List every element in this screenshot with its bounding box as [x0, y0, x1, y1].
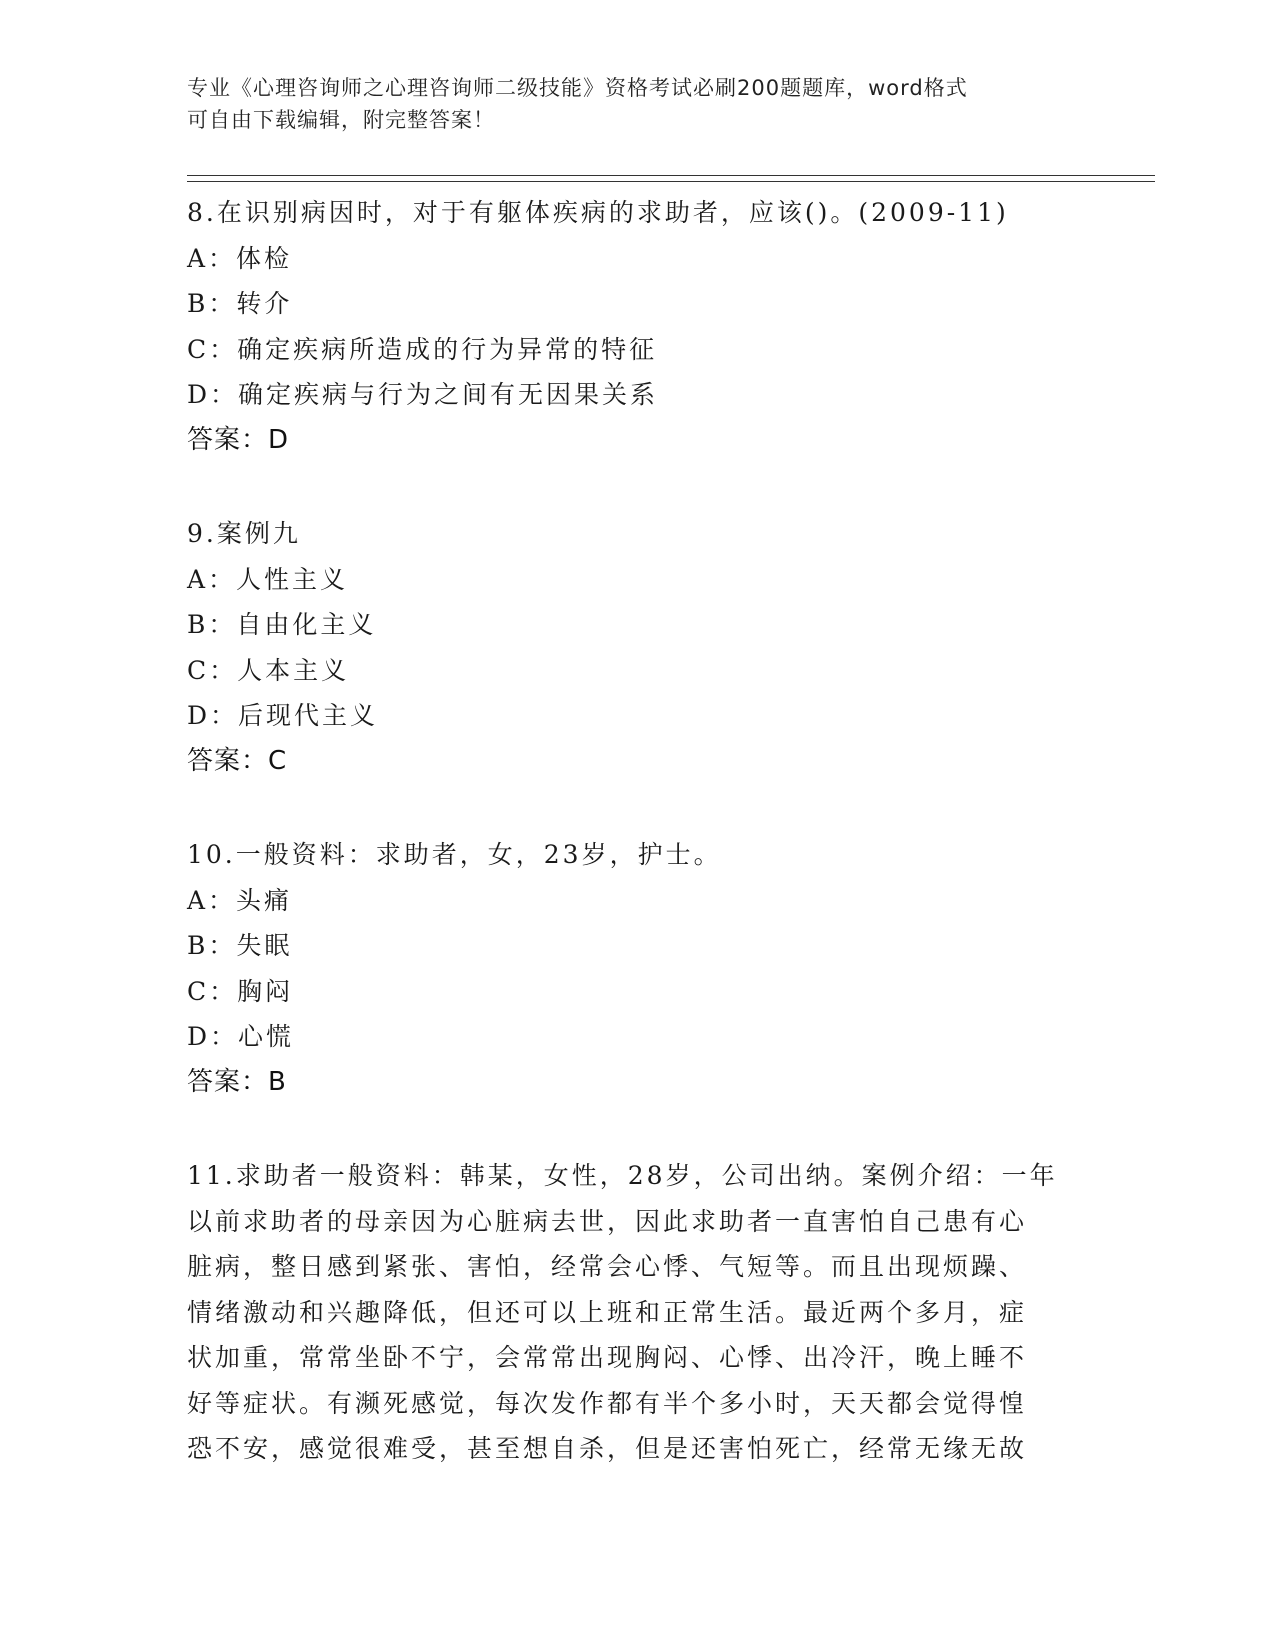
header-divider-top — [187, 175, 1155, 176]
question-11-line-6: 好等症状。有濒死感觉，每次发作都有半个多小时，天天都会觉得惶 — [187, 1388, 1028, 1418]
option-a: A：体检 — [187, 243, 293, 273]
option-c: C：确定疾病所造成的行为异常的特征 — [187, 334, 658, 364]
answer-label: 答案：D — [187, 424, 290, 455]
question-10 — [187, 832, 1087, 1105]
document-header — [187, 72, 1067, 136]
question-stem: 8.在识别病因时，对于有躯体疾病的求助者，应该()。(2009-11) — [187, 198, 1009, 227]
question-11-line-4: 情绪激动和兴趣降低，但还可以上班和正常生活。最近两个多月，症 — [187, 1297, 1028, 1327]
option-a: A：人性主义 — [187, 564, 349, 594]
option-b: B：转介 — [187, 289, 293, 318]
option-d: D：确定疾病与行为之间有无因果关系 — [187, 380, 659, 409]
question-11 — [187, 1153, 1087, 1472]
header-line-1: 专业《心理咨询师之心理咨询师二级技能》资格考试必刷200题题库，word格式 — [187, 76, 968, 100]
header-divider-bottom — [187, 181, 1155, 182]
option-d: D：后现代主义 — [187, 701, 379, 730]
question-stem: 10.一般资料：求助者，女，23岁，护士。 — [187, 840, 722, 869]
question-11-line-3: 脏病，整日感到紧张、害怕，经常会心悸、气短等。而且出现烦躁、 — [187, 1252, 1028, 1281]
option-b: B：自由化主义 — [187, 610, 377, 639]
answer-label: 答案：C — [187, 745, 288, 776]
question-11-line-2: 以前求助者的母亲因为心脏病去世，因此求助者一直害怕自己患有心 — [187, 1206, 1028, 1236]
option-b: B：失眠 — [187, 931, 293, 960]
question-11-line-1: 11.求助者一般资料：韩某，女性，28岁，公司出纳。案例介绍：一年 — [187, 1161, 1058, 1190]
question-list — [187, 190, 1087, 1520]
question-11-line-5: 状加重，常常坐卧不宁，会常常出现胸闷、心悸、出冷汗，晚上睡不 — [187, 1343, 1028, 1372]
question-8 — [187, 190, 1087, 463]
option-c: C：胸闷 — [187, 976, 294, 1006]
question-stem: 9.案例九 — [187, 519, 301, 548]
question-9 — [187, 511, 1087, 784]
option-d: D：心慌 — [187, 1022, 295, 1051]
answer-label: 答案：B — [187, 1066, 287, 1097]
option-c: C：人本主义 — [187, 655, 350, 685]
question-11-line-7: 恐不安，感觉很难受，甚至想自杀，但是还害怕死亡，经常无缘无故 — [187, 1434, 1028, 1463]
option-a: A：头痛 — [187, 885, 293, 915]
header-line-2: 可自由下载编辑，附完整答案！ — [187, 108, 495, 132]
